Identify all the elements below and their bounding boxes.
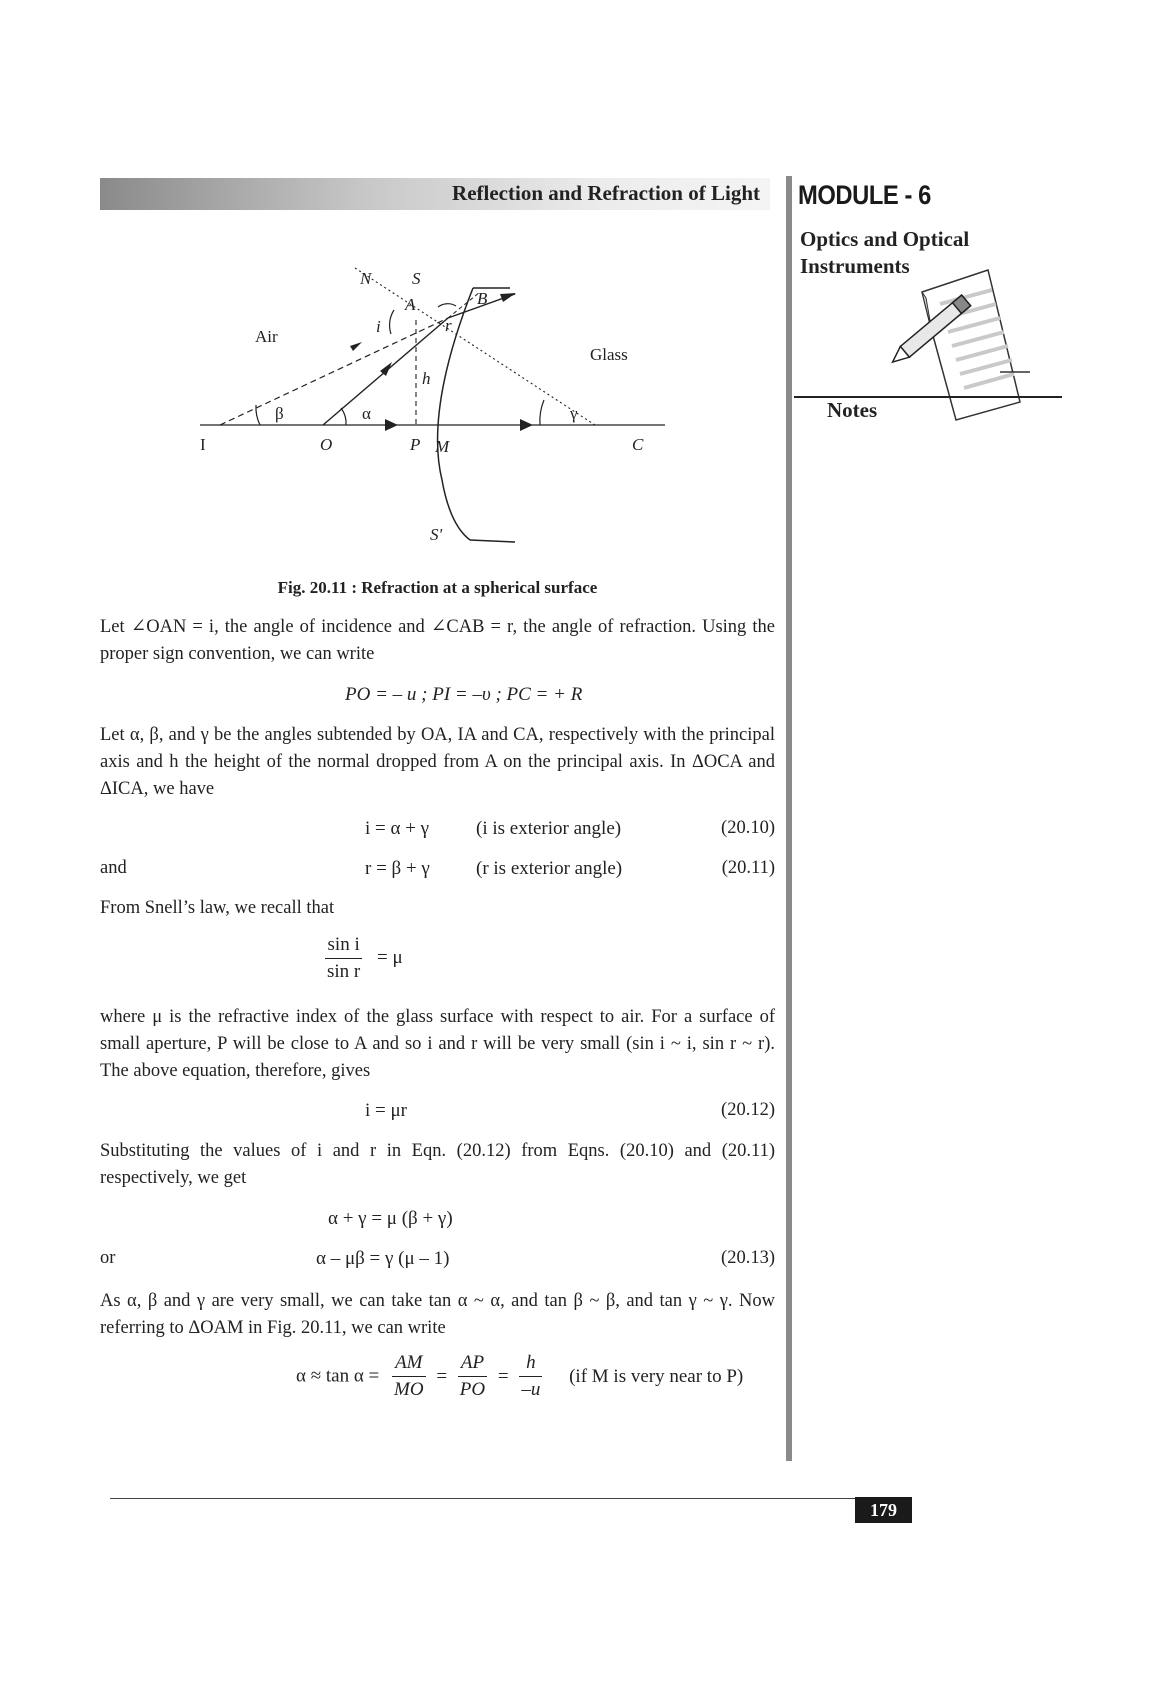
page-number: 179 <box>855 1497 912 1523</box>
equation-20-11-note: (r is exterior angle) <box>476 858 623 879</box>
label-r: r <box>445 316 452 335</box>
notes-label: Notes <box>827 398 878 422</box>
label-A: A <box>405 295 416 314</box>
paragraph-3: From Snell’s law, we recall that <box>100 898 335 918</box>
equation-sign-convention: PO = – u ; PI = –υ ; PC = + R <box>345 684 583 705</box>
label-P: P <box>410 435 421 454</box>
header-bar <box>100 178 770 210</box>
equation-substitution: α + γ = μ (β + γ) <box>328 1208 453 1229</box>
label-air: Air <box>255 327 278 346</box>
label-O: O <box>320 435 333 454</box>
or-label: or <box>100 1248 116 1268</box>
paragraph-4: where μ is the refractive index of the glass surface with respect to air. For a surface of small aperture, P will be close to A and so i and r will be very small (sin i ~ i, sin r ~ r). The above equation, therefore, gives <box>100 1007 775 1081</box>
tan-alpha-note: (if M is very near to P) <box>569 1365 744 1387</box>
label-N: N <box>360 269 372 288</box>
fraction-am: AM <box>392 1352 426 1377</box>
fraction-am-mo <box>392 1352 426 1401</box>
margin-divider <box>786 176 792 1461</box>
notes-pencil-icon <box>870 262 1030 422</box>
module-subtitle-line2: Instruments <box>800 254 910 278</box>
figure-caption: Fig. 20.11 : Refraction at a spherical surface <box>277 578 598 597</box>
fraction-po: PO <box>459 1379 486 1400</box>
equation-number-20-12: (20.12) <box>721 1100 775 1120</box>
label-M: M <box>435 437 450 456</box>
fraction-h: h <box>519 1352 542 1377</box>
equation-20-11: r = β + γ <box>365 858 430 879</box>
equation-20-10: i = α + γ <box>365 818 430 839</box>
paragraph-1: Let ∠OAN = i, the angle of incidence and ∠CAB = r, the angle of refraction. Using the proper sign convention, we can write <box>100 617 775 664</box>
fraction-ap: AP <box>458 1352 487 1377</box>
fraction-h-u <box>519 1352 542 1401</box>
equation-number-20-10: (20.10) <box>721 818 775 838</box>
label-S: S <box>412 269 421 288</box>
equation-tan-alpha <box>296 1352 743 1401</box>
label-S-prime: S' <box>430 525 443 544</box>
fraction-mo: MO <box>394 1379 424 1400</box>
fraction-ap-po <box>458 1352 487 1401</box>
label-gamma: γ <box>570 404 578 423</box>
snell-fraction <box>325 934 362 983</box>
label-beta: β <box>275 404 284 423</box>
paragraph-6: As α, β and γ are very small, we can take tan α ~ α, and tan β ~ β, and tan γ ~ γ. Now referring to ΔOAM in Fig. 20.11, we can write <box>100 1291 775 1338</box>
footer-rule <box>110 1498 910 1499</box>
paragraph-5: Substituting the values of i and r in Eqn. (20.12) from Eqns. (20.10) and (20.11) respectively, we get <box>100 1141 775 1188</box>
running-header-title: Reflection and Refraction of Light <box>452 181 760 205</box>
module-title: MODULE - 6 <box>798 180 931 210</box>
refraction-figure <box>180 250 700 550</box>
snell-rhs: = μ <box>377 946 403 968</box>
fraction-minus-u: –u <box>521 1379 541 1400</box>
equals-sign-2: = <box>497 1365 509 1387</box>
label-i: i <box>376 317 381 336</box>
snell-numerator: sin i <box>325 934 362 959</box>
label-alpha: α <box>362 404 371 423</box>
label-glass: Glass <box>590 345 628 364</box>
snell-denominator: sin r <box>327 961 361 982</box>
label-I: I <box>200 435 206 454</box>
normal-line <box>355 268 595 425</box>
paragraph-2: Let α, β, and γ be the angles subtended by OA, IA and CA, respectively with the principal axis and h the height of the normal dropped from A on the principal axis. In ΔOCA and ΔICA, we have <box>100 725 775 799</box>
module-subtitle-line1: Optics and Optical <box>800 227 970 251</box>
label-h: h <box>422 369 431 388</box>
equation-20-12: i = μr <box>365 1100 408 1121</box>
and-label: and <box>100 858 127 878</box>
equation-20-10-note: (i is exterior angle) <box>476 818 622 839</box>
equals-sign-1: = <box>436 1365 448 1387</box>
label-C: C <box>632 435 644 454</box>
equation-number-20-13: (20.13) <box>721 1248 775 1268</box>
equation-20-13: α – μβ = γ (μ – 1) <box>316 1248 450 1269</box>
label-B: B <box>477 289 488 308</box>
snell-equation <box>325 934 403 983</box>
tan-alpha-lhs: α ≈ tan α = <box>296 1365 380 1387</box>
equation-number-20-11: (20.11) <box>721 858 775 878</box>
